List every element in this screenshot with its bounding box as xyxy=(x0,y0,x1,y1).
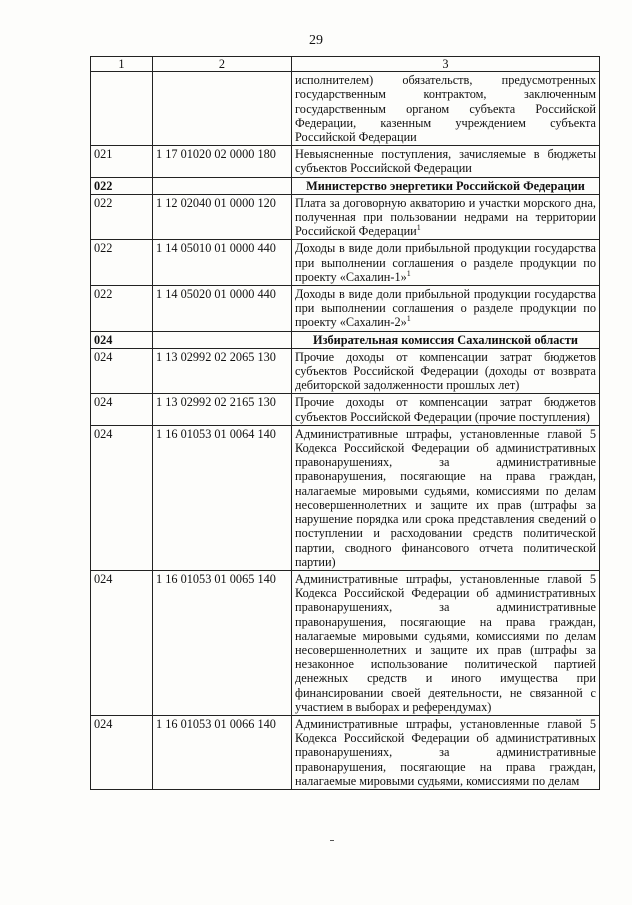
description-cell xyxy=(292,194,600,240)
section-title: Министерство энергетики Российской Федерации xyxy=(306,178,585,193)
description-text: Доходы в виде доли прибыльной продукции государства при выполнении соглашения о разделе продукции по проекту «Сахалин-2» xyxy=(295,287,596,330)
admin-code-cell: 022 xyxy=(91,286,153,332)
description-text: исполнителем) обязательств, предусмотренных государственным контрактом, заключенным государственным органом субъекта Российской Федерации, казенным учреждением субъекта Российской Федерации xyxy=(295,73,596,145)
budget-code-cell: 1 16 01053 01 0066 140 xyxy=(153,715,292,789)
description-text: Доходы в виде доли прибыльной продукции государства при выполнении соглашения о разделе продукции по проекту «Сахалин-1» xyxy=(295,241,596,284)
budget-code-cell: 1 16 01053 01 0064 140 xyxy=(153,425,292,570)
table-row xyxy=(91,194,600,240)
revenue-classification-table xyxy=(90,56,600,790)
budget-code-cell: 1 13 02992 02 2065 130 xyxy=(153,348,292,394)
admin-code-cell xyxy=(91,72,153,146)
table-header-row xyxy=(91,57,600,72)
description-cell xyxy=(292,240,600,286)
page-number: 29 xyxy=(309,33,323,48)
footnote-marker: 1 xyxy=(416,223,421,233)
description-cell xyxy=(292,394,600,425)
admin-code-cell: 022 xyxy=(91,194,153,240)
column-header-1: 1 xyxy=(91,57,153,72)
budget-code-cell: 1 12 02040 01 0000 120 xyxy=(153,194,292,240)
section-title-cell xyxy=(292,331,600,348)
table-row xyxy=(91,425,600,570)
budget-code-cell xyxy=(153,72,292,146)
table-row xyxy=(91,348,600,394)
table-row xyxy=(91,146,600,177)
description-cell xyxy=(292,715,600,789)
description-text: Плата за договорную акваторию и участки морского дна, полученная при пользовании недрами на территории Российской Федерации xyxy=(295,195,596,239)
description-text: Административные штрафы, установленные главой 5 Кодекса Российской Федерации об административных правонарушениях, за административные правонарушения, посягающие на права граждан, налагаемые мировыми судьями, комиссиями по делам несовершеннолетних и защите их прав (штрафы за нарушение порядка или срока представления сведений о поступлении и расходовании средств политической партии, сводного финансового отчета политической партии) xyxy=(295,426,596,569)
table-row xyxy=(91,394,600,425)
admin-code-cell: 022 xyxy=(91,177,153,194)
table-row xyxy=(91,286,600,332)
footnote-marker: 1 xyxy=(406,314,411,324)
footnote-marker: 1 xyxy=(406,268,411,278)
section-title: Избирательная комиссия Сахалинской области xyxy=(313,332,578,347)
description-cell xyxy=(292,570,600,715)
column-header-2: 2 xyxy=(153,57,292,72)
scan-mark xyxy=(330,840,334,841)
description-cell xyxy=(292,348,600,394)
budget-code-cell xyxy=(153,331,292,348)
section-title-cell xyxy=(292,177,600,194)
description-text: Административные штрафы, установленные главой 5 Кодекса Российской Федерации об административных правонарушениях, за административные правонарушения, посягающие на права граждан, налагаемые мировыми судьями, комиссиями по делам несовершеннолетних и защите их прав (штрафы за незаконное использование политической партией денежных средств и иного имущества при финансировании своей деятельности, не связанной с участием в выборах и референдумах) xyxy=(295,571,596,714)
description-text: Прочие доходы от компенсации затрат бюджетов субъектов Российской Федерации (доходы от возврата дебиторской задолженности прошлых лет) xyxy=(295,349,596,393)
column-header-3: 3 xyxy=(292,57,600,72)
admin-code-cell: 024 xyxy=(91,570,153,715)
table-row xyxy=(91,715,600,789)
description-text: Прочие доходы от компенсации затрат бюджетов субъектов Российской Федерации (прочие поступления) xyxy=(295,395,596,424)
admin-code-cell: 024 xyxy=(91,425,153,570)
description-cell xyxy=(292,425,600,570)
section-row xyxy=(91,177,600,194)
admin-code-cell: 021 xyxy=(91,146,153,177)
table-row xyxy=(91,570,600,715)
description-cell xyxy=(292,72,600,146)
section-row xyxy=(91,331,600,348)
description-cell xyxy=(292,286,600,332)
description-text: Невыясненные поступления, зачисляемые в бюджеты субъектов Российской Федерации xyxy=(295,147,596,176)
budget-code-cell: 1 16 01053 01 0065 140 xyxy=(153,570,292,715)
budget-code-cell: 1 17 01020 02 0000 180 xyxy=(153,146,292,177)
budget-code-cell: 1 13 02992 02 2165 130 xyxy=(153,394,292,425)
admin-code-cell: 024 xyxy=(91,331,153,348)
admin-code-cell: 024 xyxy=(91,715,153,789)
admin-code-cell: 024 xyxy=(91,394,153,425)
description-cell xyxy=(292,146,600,177)
description-text: Административные штрафы, установленные главой 5 Кодекса Российской Федерации об административных правонарушениях, за административные правонарушения, посягающие на права граждан, налагаемые мировыми судьями, комиссиями по делам xyxy=(295,716,596,788)
admin-code-cell: 024 xyxy=(91,348,153,394)
admin-code-cell: 022 xyxy=(91,240,153,286)
budget-code-cell xyxy=(153,177,292,194)
table-row xyxy=(91,240,600,286)
budget-code-cell: 1 14 05020 01 0000 440 xyxy=(153,286,292,332)
budget-code-cell: 1 14 05010 01 0000 440 xyxy=(153,240,292,286)
table-row xyxy=(91,72,600,146)
